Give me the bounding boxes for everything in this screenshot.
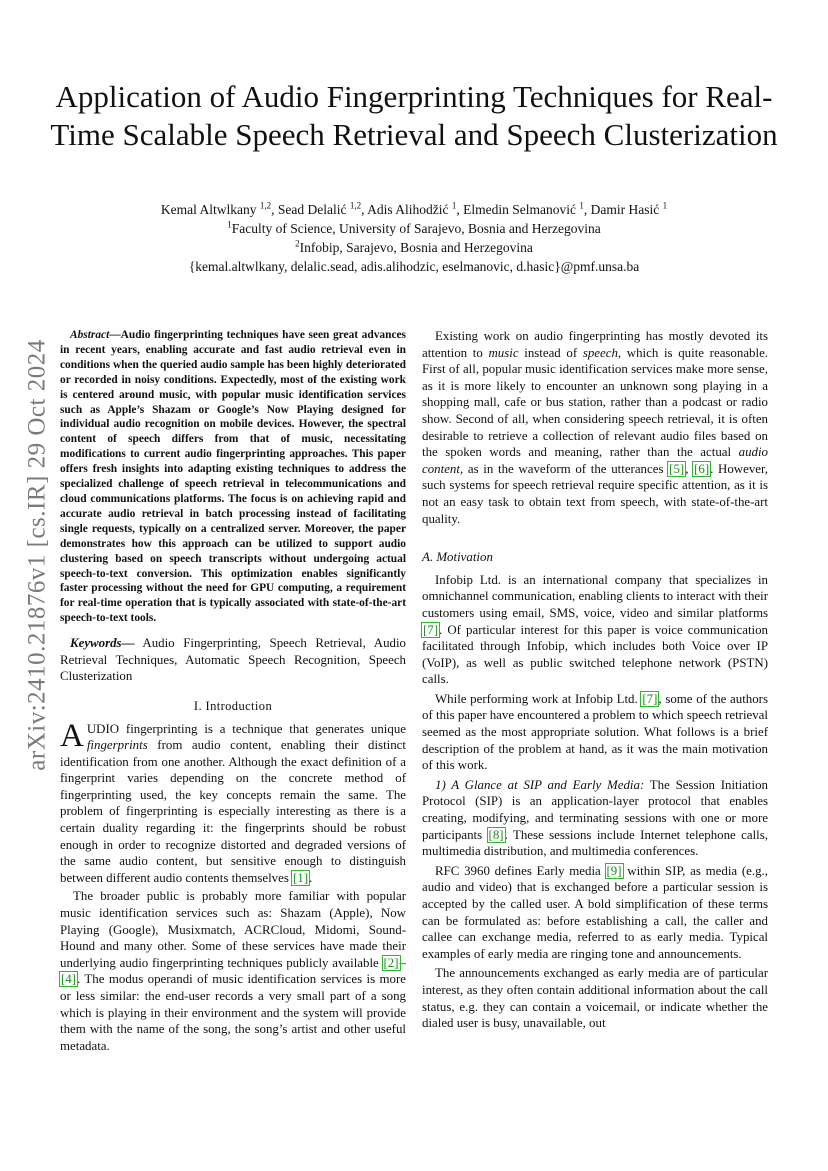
author-list: Kemal Altwlkany $^{1,2}$, Sead Delalić $^{1,2}$, Adis Alihodžić $^1$, Elmedin Selmanović $^1$, Damir Hasić $^1$ (160, 200, 668, 217)
subsubsection-heading-sip: 1) A Glance at SIP and Early Media: (435, 777, 645, 792)
body-paragraph (422, 863, 768, 963)
citation-link[interactable]: [6] (694, 461, 710, 476)
body-paragraph (422, 691, 768, 774)
affiliation-line (60, 238, 768, 257)
subsection-heading-motivation: A. Motivation (422, 550, 493, 565)
citation-link[interactable]: [5] (669, 461, 685, 476)
abstract-label: Abstract (70, 329, 110, 341)
author-affiliation-mark: 1,2 (259, 200, 272, 211)
emphasis-text: music (488, 345, 519, 360)
body-paragraph (422, 572, 768, 688)
left-column (60, 328, 406, 1054)
author-name: Damir Hasić (590, 202, 660, 217)
emphasis-text: fingerprints (86, 738, 148, 753)
body-text: from audio content, enabling their distinct identification from one another. Although the exact definition of a fingerprint varies depending on the concrete method of fingerprinting used, the key concepts remain the same. The problem of fingerprinting is especially interesting as there is a certain duality regarding it: the fingerprints should be robust enough in order to recognize distorted and degraded versions of the same audio content, but sensitive enough to distinguish between different audio contents themselves (60, 738, 406, 885)
author-name: Kemal Altwlkany (160, 202, 257, 217)
author-affiliation-mark: 1 (579, 200, 584, 211)
body-text: within SIP, as media (e.g., audio and video) that is exchanged before a particular session is accepted by the called user. A bold simplification of these terms can be formulated as: before establishing a call, the caller and callee can exchange media, referred to as early media. Typical examples of early media are ringing tone and announcements. (422, 863, 768, 961)
citation-link[interactable]: [1] (293, 870, 309, 885)
affiliation-mark: 2 (295, 238, 300, 249)
keywords-text: Audio Fingerprinting, Speech Retrieval, Audio Retrieval Techniques, Automatic Speech Recognition, Speech Clusterization (60, 636, 406, 684)
body-paragraph (422, 328, 768, 527)
emphasis-text: speech (582, 345, 618, 360)
body-text: , which is quite reasonable. First of all, popular music identification services make more sense, as it is more likely to encounter an unknown song playing in a shopping mall, cafe or bus station, rather than a podcast or radio show. Second of all, when considering speech retrieval, it is often desirable to retrieve a collection of relevant audio files based on the spoken words and meaning, rather than the actual (422, 345, 769, 460)
body-text: UDIO fingerprinting is a technique that generates unique (86, 721, 406, 736)
body-text: Existing work on audio fingerprinting has mostly devoted its attention to (422, 329, 768, 360)
body-text: . The modus operandi of music identification services is more or less similar: the end-user records a very small part of a song which is playing in their environment and the system will provide them with the name of the song, the song’s artist and other useful metadata. (60, 972, 406, 1053)
drop-cap: A (60, 717, 84, 754)
abstract (60, 328, 406, 626)
citation-link[interactable]: [7] (423, 622, 439, 637)
affiliation-text: Faculty of Science, University of Sarajevo, Bosnia and Herzegovina (231, 221, 601, 236)
body-paragraph (422, 777, 768, 860)
arxiv-identifier-stamp (16, 230, 60, 880)
intro-paragraph (60, 717, 406, 887)
intro-paragraph (60, 888, 406, 1054)
arxiv-id-text: arXiv:2410.21876v1 [cs.IR] 29 Oct 2024 (24, 339, 52, 771)
author-name: Adis Alihodžić (367, 202, 449, 217)
body-paragraph: The announcements exchanged as early media are of particular interest, as they often contain additional information about the call status, e.g. they can contain a voicemail, or indicate whether the dialed user is busy, unavailable, out (422, 966, 768, 1031)
paper-title: Application of Audio Fingerprinting Techniques for Real-Time Scalable Speech Retrieval and Speech Clusterization (50, 79, 778, 152)
body-text: . (309, 870, 313, 885)
body-text: , as in the waveform of the utterances (459, 461, 669, 476)
abstract-text: —Audio fingerprinting techniques have seen great advances in recent years, enabling accurate and fast audio retrieval even in conditions when the queried audio sample has been highly deteriorated or recorded in noisy conditions. Expectedly, most of the existing work is centered around music, with popular music identification services such as Apple’s Shazam or Google’s Now Playing designed for individual audio recognition on mobile devices. However, the spectral content of speech differs from that of music, necessitating modifications to current audio fingerprinting approaches. This paper offers fresh insights into adapting existing techniques to address the specialized challenge of speech retrieval in telecommunications and cloud communications platforms. The focus is on achieving rapid and accurate audio retrieval in batch processing instead of facilitating single requests, typically on a centralized server. Moreover, the paper demonstrates how this approach can be utilized to support audio clustering based on speech transcripts without undergoing actual speech-to-text conversion. This optimization enables significantly faster processing without the need for GPU computing, a requirement for real-time operation that is typically associated with state-of-the-art speech-to-text tools. (60, 329, 406, 625)
body-text: , some of the authors of this paper have encountered a problem to which speech retrieval seemed as the most appropriate solution. What follows is a brief description of the problem at hand, as it was the main motivation of this work. (422, 691, 768, 773)
citation-link[interactable]: [2] (383, 955, 399, 970)
body-text: . Of particular interest for this paper is voice communication facilitated through Infobip, which includes both Voice over IP (VoIP), as well as public switched telephone network (PSTN) calls. (422, 622, 768, 687)
citation-link[interactable]: [8] (488, 827, 504, 842)
body-text: – (399, 955, 406, 970)
body-text: While performing work at Infobip Ltd. (435, 691, 642, 706)
keywords (60, 635, 406, 685)
affiliation-mark: 1 (227, 219, 232, 230)
affiliation-line (60, 219, 768, 238)
body-text: Infobip Ltd. is an international company that specializes in omnichannel communication, enabling clients to interact with their customers using email, SMS, voice, video and similar platforms (422, 572, 768, 620)
keywords-label: Keywords— (70, 636, 135, 651)
body-text: The broader public is probably more familiar with popular music identification services such as: Shazam (Apple), Now Playing (Google), Musixmatch, ACRCloud, Midomi, Sound-Hound and many other. Some of these services have made their underlying audio fingerprinting techniques publicly available (60, 889, 406, 970)
author-block (60, 200, 768, 276)
author-emails: {kemal.altwlkany, delalic.sead, adis.alihodzic, eselmanovic, d.hasic}@pmf.unsa.ba (188, 259, 640, 274)
citation-link[interactable]: [9] (606, 863, 622, 878)
citation-link[interactable]: [4] (61, 972, 77, 987)
section-heading-introduction: I. Introduction (193, 698, 273, 713)
right-column (422, 328, 768, 1032)
body-text: , (685, 461, 694, 476)
emphasis-text: audio content (422, 445, 768, 476)
body-text: The Session Initiation Protocol (SIP) is an application-layer protocol that enables creating, modifying, and terminating sessions with one or more participants (422, 777, 768, 842)
affiliation-text: Infobip, Sarajevo, Bosnia and Herzegovina (299, 240, 533, 255)
author-name: Sead Delalić (277, 202, 347, 217)
body-text: instead of (518, 345, 583, 360)
author-name: Elmedin Selmanović (463, 202, 576, 217)
author-affiliation-mark: 1,2 (349, 200, 362, 211)
author-affiliation-mark: 1 (451, 200, 457, 211)
citation-link[interactable]: [7] (642, 691, 658, 706)
body-text: . These sessions include Internet telephone calls, multimedia distribution, and multimedia conferences. (422, 827, 769, 859)
author-affiliation-mark: 1 (662, 200, 668, 211)
body-text: . However, such systems for speech retrieval require specific attention, as it is not an easy task to obtain text from speech, with state-of-the-art quality. (422, 461, 768, 526)
body-text: RFC 3960 defines Early media (435, 863, 606, 878)
